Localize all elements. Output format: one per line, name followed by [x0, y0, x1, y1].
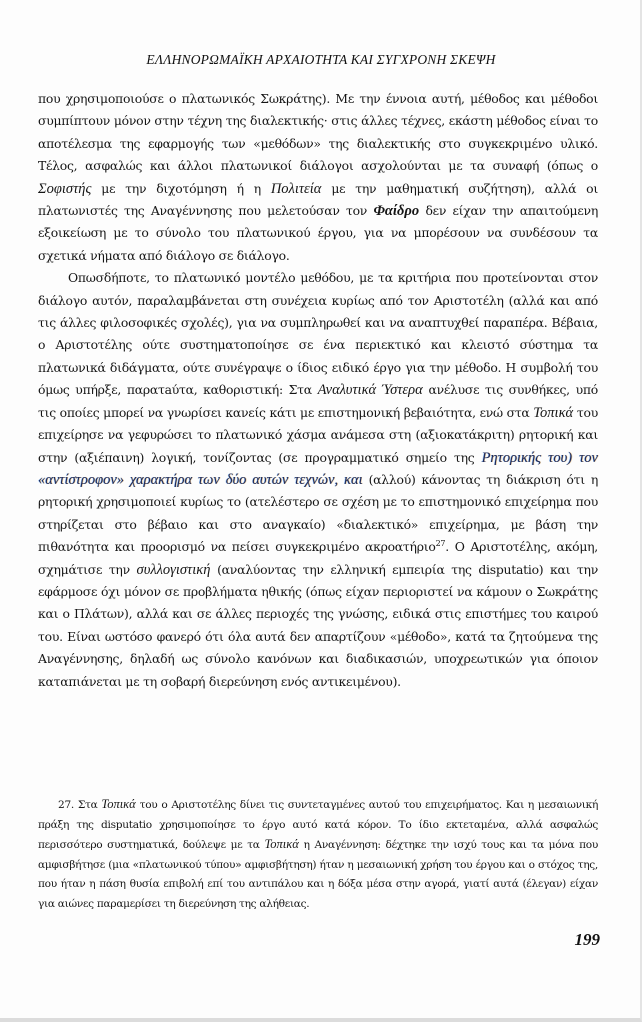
title-topics: Τοπικά	[101, 797, 136, 811]
text-run: που χρησιμοποιούσε ο πλατωνικός Σωκράτης). Με την έννοια αυτή, μέθοδος και μέθοδοι συμπίπτουν μόνον στην τέχνη της διαλεκτικής· στις άλλες τέχνες, εκάστη μέθοδος είναι το αποτέλεσμα της εφαρμογής των «μεθόδων» της διαλεκτικής στο συγκεκριμένο υλικό. Τέλος, ασφαλώς και άλλοι πλατωνικοί διάλογοι ασχολούνται με τα συναφή (όπως ο	[38, 91, 598, 174]
text-run: (αλλού) κάνοντας τη διάκριση ότι η ρητορική χρησιμοποιεί κυρίως το (ατελέστερο σε σχέση με το επιστημονικό επιχείρημα που στηρίζεται στο βέβαιο και στο αναγκαίο) «διαλεκτικό» επιχείρημα, με βάση την πιθανότητα και προορισμό να πείσει συγκεκριμένο ακροατήριο	[38, 471, 598, 555]
text-run: του επιχείρησε να γεφυρώσει το πλατωνικό χάσμα ανάμεσα στη (αξιοκατάκριτη) ρητορική και στην (αξιέπαινη) λογική, τονίζοντας (σε προγραμματικό σημείο της	[38, 404, 598, 465]
text-run: (αναλύοντας την ελληνική εμπειρία της disputatio) και την εφάρμοσε όχι μόνον σε προβλήματα ηθικής (όπως είχαν περιοριστεί να κάμουν ο Σωκράτης και ο Πλάτων), αλλά και σε άλλες περιοχές της γνώσης, ειδικά στις επιστήμες του καιρού του. Είναι ωστόσο φανερό ότι όλα αυτά δεν απαρτίζουν «μέθοδο», κατά τα ζητούμενα της Αναγέννησης, δηλαδή ως σύνολο κανόνων και διαδικασιών, υποχρεωτικών για όποιον καταπιάνεται με τη σοβαρή διερεύνηση ενός αντικειμένου).	[38, 561, 598, 689]
text-run: Οπωσδήποτε, το πλατωνικό μοντέλο μεθόδου, με τα κριτήρια που προτείνονται στον διάλογο αυτόν, παραλαμβάνεται στη συνέχεια κυρίως από τον Αριστοτέλη (αλλά και από τις άλλες φιλοσοφικές σχολές), για να συμπληρωθεί και να αναπτυχθεί παραπέρα. Βέβαια, ο Αριστοτέλης ούτε συστηματοποίησε σε ένα περιεκτικό και κλειστό σύστημα τα πλατωνικά διδάγματα, ούτε συνέγραψε ο ίδιος ειδικό έργο για την μέθοδο. Η συμβολή του όμως υπήρξε, παρατaύτα, καθοριστική: Στα	[38, 270, 598, 398]
text-run: του ο Αριστοτέλης δίνει τις συντεταγμένες αυτού του επιχειρήματος. Και η μεσαιωνική πράξη της disputatio χρησιμοποίησε το έργο αυτό κατά κόρον. Το ίδιο εκτεταμένα, αλλά ασφαλώς περισσότερο συστηματικά, δούλεψε με τα	[38, 799, 598, 851]
text-run: Στα	[77, 799, 102, 811]
footnote-number: 27.	[58, 799, 78, 811]
text-run: η Αναγέννηση: δέχτηκε την ισχύ τους και τα μόνα που αμφισβήτησε (μια «πλατωνικού τύπου» αμφισβήτηση) ήταν η μεσαιωνική χρήση του έργου και ο στόχος της, που ήταν η πάση θυσία επιβολή επί του αντιπάλου και η δόξα μέσα στην αγορά, γιατί αυτά (έλεγαν) είχαν για αιώνες παραμερίσει τη διερεύνηση της αλήθειας.	[38, 839, 598, 910]
text-run: ανέλυσε τις συνθήκες, υπό τις οποίες μπορεί να γνωρίσει κανείς κάτι με επιστημονική βεβαιότητα, ενώ στα	[38, 382, 598, 420]
text-run: με την διχοτόμηση ή η	[91, 180, 271, 196]
footnote-text	[38, 795, 598, 914]
title-posterior-analytics: Αναλυτικά Ύστερα	[317, 382, 423, 399]
colored-italic-line: Ρητορικής του) τον «αντίστροφον» χαρακτήρα των δύο αυτών τεχνών, και	[38, 449, 598, 488]
title-phaedrus: Φαίδρο	[373, 203, 420, 220]
title-topics: Τοπικά	[533, 404, 574, 421]
text-run: με την μαθηματική συζήτηση), αλλά οι πλατωνιστές της Αναγέννησης που μελετούσαν τον	[38, 180, 598, 219]
text-run: . Ο Αριστοτέλης, ακόμη, σχημάτισε την	[38, 539, 598, 577]
title-sophist: Σοφιστής	[38, 180, 92, 197]
running-head: ΕΛΛΗΝΟΡΩΜΑΪΚΗ ΑΡΧΑΙΟΤΗΤΑ ΚΑΙ ΣΥΓΧΡΟΝΗ ΣΚΕΨΗ	[146, 52, 496, 67]
paragraph-1	[38, 88, 598, 267]
body-text	[38, 88, 598, 693]
text-run: δεν είχαν την απαιτούμενη εξοικείωση με το σύνολο του πλατωνικού έργου, για να μπορέσουν να συνδέσουν τα σχετικά νήματα από διάλογο σε διάλογο.	[38, 203, 598, 263]
footnote-ref[interactable]: 27	[435, 539, 446, 548]
page-number: 199	[574, 930, 600, 949]
paragraph-2	[38, 267, 598, 693]
footnote-27	[38, 795, 598, 914]
title-republic: Πολιτεία	[270, 180, 322, 197]
term-syllogistic: συλλογιστική	[136, 561, 211, 578]
title-topics: Τοπικά	[264, 837, 299, 851]
